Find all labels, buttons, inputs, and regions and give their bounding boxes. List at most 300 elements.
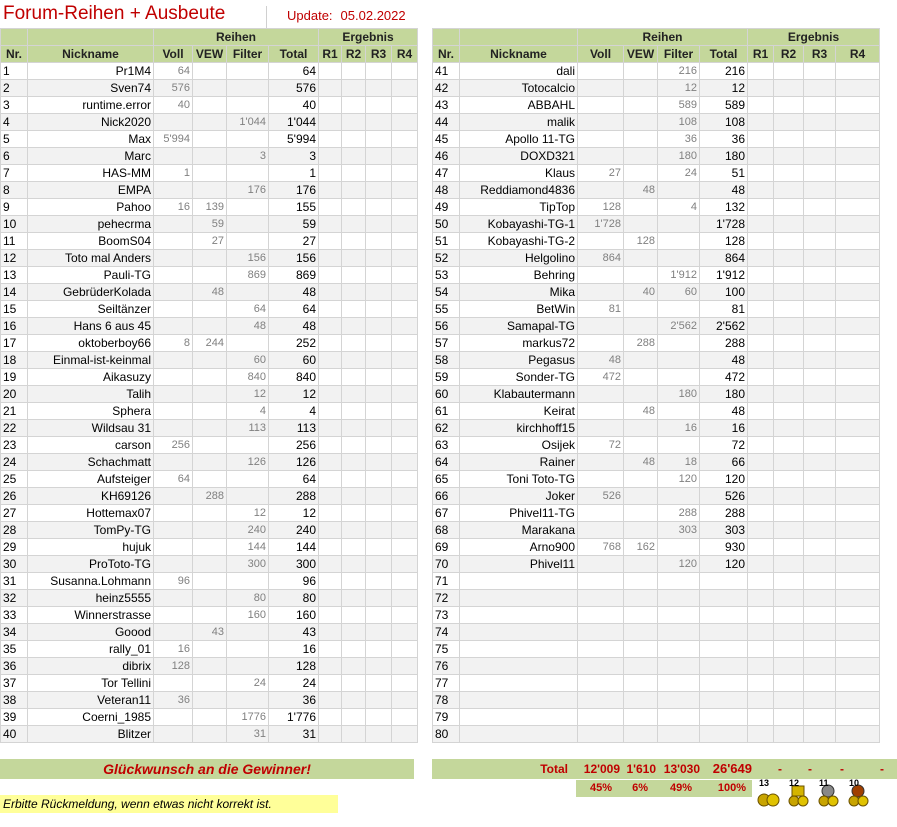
vew-cell: [624, 386, 658, 403]
voll-cell: [154, 505, 193, 522]
r4-cell: [392, 488, 418, 505]
r2-cell: [774, 250, 804, 267]
group-header-reihen: Reihen: [154, 29, 319, 46]
total-cell: 120: [700, 471, 748, 488]
r3-cell: [366, 624, 392, 641]
total-cell: [700, 726, 748, 743]
r3-cell: [366, 80, 392, 97]
nickname-cell: Marc: [28, 148, 154, 165]
r4-cell: [836, 182, 880, 199]
r2-cell: [774, 284, 804, 301]
r4-cell: [836, 267, 880, 284]
r1-cell: [748, 284, 774, 301]
r1-cell: [319, 573, 342, 590]
r4-cell: [392, 454, 418, 471]
voll-cell: [578, 692, 624, 709]
r1-cell: [748, 199, 774, 216]
vew-cell: 48: [624, 182, 658, 199]
row-number: 29: [1, 539, 28, 556]
r1-cell: [319, 709, 342, 726]
table-row: [1, 420, 418, 437]
header-divider: [266, 6, 267, 28]
voll-cell: [578, 573, 624, 590]
r2-cell: [774, 233, 804, 250]
row-number: 32: [1, 590, 28, 607]
r3-cell: [366, 369, 392, 386]
table-row: [433, 369, 880, 386]
nickname-cell: Helgolino: [460, 250, 578, 267]
table-row: [1, 692, 418, 709]
total-cell: 144: [269, 539, 319, 556]
row-number: 64: [433, 454, 460, 471]
nickname-cell: Veteran11: [28, 692, 154, 709]
row-number: 31: [1, 573, 28, 590]
r2-cell: [342, 63, 366, 80]
row-number: 33: [1, 607, 28, 624]
r3-cell: [366, 250, 392, 267]
row-number: 4: [1, 114, 28, 131]
r3-cell: [804, 573, 836, 590]
voll-cell: 64: [154, 63, 193, 80]
col-header-r3: R3: [366, 46, 392, 63]
r1-cell: [748, 641, 774, 658]
col-header-r3-right: R3: [804, 46, 836, 63]
table-row: [1, 284, 418, 301]
total-r1: -: [778, 762, 782, 776]
voll-cell: 5'994: [154, 131, 193, 148]
r3-cell: [366, 471, 392, 488]
nickname-cell: [460, 641, 578, 658]
r4-cell: [392, 267, 418, 284]
vew-cell: [624, 522, 658, 539]
r2-cell: [774, 505, 804, 522]
r3-cell: [366, 63, 392, 80]
row-number: 57: [433, 335, 460, 352]
r4-cell: [392, 165, 418, 182]
nickname-cell: Aikasuzy: [28, 369, 154, 386]
table-row: [433, 624, 880, 641]
r4-cell: [836, 352, 880, 369]
r2-cell: [774, 573, 804, 590]
r1-cell: [748, 148, 774, 165]
vew-cell: [193, 386, 227, 403]
vew-cell: [624, 471, 658, 488]
vew-cell: [193, 641, 227, 658]
filter-cell: 216: [658, 63, 700, 80]
filter-cell: [658, 437, 700, 454]
voll-cell: 40: [154, 97, 193, 114]
r1-cell: [319, 250, 342, 267]
col-header-vew-right: VEW: [624, 46, 658, 63]
vew-cell: [624, 250, 658, 267]
filter-cell: 113: [227, 420, 269, 437]
filter-cell: [227, 131, 269, 148]
total-label: Total: [540, 762, 568, 776]
r3-cell: [804, 607, 836, 624]
r1-cell: [748, 471, 774, 488]
r1-cell: [748, 335, 774, 352]
filter-cell: 288: [658, 505, 700, 522]
total-cell: 80: [269, 590, 319, 607]
filter-cell: [658, 624, 700, 641]
row-number: 70: [433, 556, 460, 573]
r4-cell: [836, 675, 880, 692]
total-cell: 126: [269, 454, 319, 471]
r2-cell: [774, 539, 804, 556]
r1-cell: [748, 709, 774, 726]
row-number: 56: [433, 318, 460, 335]
total-cell: 51: [700, 165, 748, 182]
r3-cell: [804, 505, 836, 522]
filter-cell: 60: [227, 352, 269, 369]
table-row: [433, 573, 880, 590]
table-row: [1, 148, 418, 165]
r3-cell: [804, 590, 836, 607]
filter-cell: 180: [658, 386, 700, 403]
voll-cell: [578, 420, 624, 437]
row-number: 6: [1, 148, 28, 165]
table-row: [433, 403, 880, 420]
r4-cell: [392, 505, 418, 522]
r4-cell: [836, 471, 880, 488]
r2-cell: [342, 709, 366, 726]
filter-cell: 12: [227, 386, 269, 403]
table-row: [1, 318, 418, 335]
r1-cell: [319, 556, 342, 573]
r1-cell: [319, 675, 342, 692]
r3-cell: [804, 250, 836, 267]
voll-cell: 72: [578, 437, 624, 454]
r4-cell: [392, 335, 418, 352]
table-row: [1, 335, 418, 352]
nickname-cell: Wildsau 31: [28, 420, 154, 437]
r3-cell: [366, 165, 392, 182]
medal-row: [755, 778, 871, 808]
row-number: 54: [433, 284, 460, 301]
voll-cell: [154, 675, 193, 692]
filter-cell: 16: [658, 420, 700, 437]
total-cell: 81: [700, 301, 748, 318]
vew-cell: [193, 658, 227, 675]
r3-cell: [366, 556, 392, 573]
r2-cell: [342, 80, 366, 97]
total-r2: -: [808, 762, 812, 776]
r2-cell: [774, 114, 804, 131]
r3-cell: [366, 284, 392, 301]
r4-cell: [836, 522, 880, 539]
r2-cell: [774, 556, 804, 573]
r1-cell: [319, 624, 342, 641]
vew-cell: [624, 556, 658, 573]
r3-cell: [804, 97, 836, 114]
filter-cell: 80: [227, 590, 269, 607]
r2-cell: [774, 386, 804, 403]
r3-cell: [804, 369, 836, 386]
nickname-cell: Sven74: [28, 80, 154, 97]
r3-cell: [366, 403, 392, 420]
r2-cell: [342, 488, 366, 505]
total-cell: [700, 607, 748, 624]
voll-cell: [154, 522, 193, 539]
r4-cell: [392, 403, 418, 420]
voll-cell: [578, 556, 624, 573]
r1-cell: [748, 63, 774, 80]
row-number: 5: [1, 131, 28, 148]
total-cell: [700, 675, 748, 692]
r2-cell: [774, 641, 804, 658]
table-row: [1, 131, 418, 148]
row-number: 61: [433, 403, 460, 420]
r1-cell: [319, 63, 342, 80]
r2-cell: [774, 318, 804, 335]
r3-cell: [804, 641, 836, 658]
r2-cell: [342, 675, 366, 692]
r4-cell: [392, 692, 418, 709]
trophy-10-icon: [845, 778, 871, 808]
voll-cell: [154, 488, 193, 505]
filter-cell: [658, 335, 700, 352]
filter-cell: 24: [227, 675, 269, 692]
vew-cell: [193, 114, 227, 131]
voll-cell: [154, 369, 193, 386]
filter-cell: [227, 488, 269, 505]
row-number: 15: [1, 301, 28, 318]
row-number: 3: [1, 97, 28, 114]
r3-cell: [804, 318, 836, 335]
vew-cell: 40: [624, 284, 658, 301]
filter-cell: [658, 216, 700, 233]
r1-cell: [748, 267, 774, 284]
r1-cell: [748, 165, 774, 182]
vew-cell: [624, 437, 658, 454]
vew-cell: [193, 165, 227, 182]
r4-cell: [392, 233, 418, 250]
r1-cell: [319, 267, 342, 284]
row-number: 35: [1, 641, 28, 658]
r1-cell: [748, 182, 774, 199]
r2-cell: [774, 369, 804, 386]
r2-cell: [774, 182, 804, 199]
voll-cell: 768: [578, 539, 624, 556]
vew-cell: [193, 148, 227, 165]
filter-cell: 160: [227, 607, 269, 624]
filter-cell: 240: [227, 522, 269, 539]
r2-cell: [342, 641, 366, 658]
row-number: 55: [433, 301, 460, 318]
r3-cell: [366, 233, 392, 250]
r4-cell: [392, 522, 418, 539]
table-row: [433, 318, 880, 335]
table-row: [433, 335, 880, 352]
filter-cell: [227, 233, 269, 250]
total-cell: [700, 641, 748, 658]
voll-cell: [578, 607, 624, 624]
nickname-cell: hujuk: [28, 539, 154, 556]
vew-cell: 48: [193, 284, 227, 301]
voll-cell: [578, 233, 624, 250]
trophy-12-icon: [785, 778, 811, 808]
r1-cell: [319, 114, 342, 131]
row-number: 11: [1, 233, 28, 250]
r4-cell: [836, 641, 880, 658]
filter-cell: 3: [227, 148, 269, 165]
total-cell: 1'728: [700, 216, 748, 233]
row-number: 47: [433, 165, 460, 182]
r2-cell: [342, 658, 366, 675]
r3-cell: [366, 539, 392, 556]
vew-cell: 128: [624, 233, 658, 250]
filter-cell: [658, 658, 700, 675]
voll-cell: 472: [578, 369, 624, 386]
row-number: 14: [1, 284, 28, 301]
r2-cell: [342, 539, 366, 556]
trophy-10-label: 10: [849, 778, 860, 788]
vew-cell: [193, 420, 227, 437]
nickname-cell: dali: [460, 63, 578, 80]
r2-cell: [342, 284, 366, 301]
row-number: 75: [433, 641, 460, 658]
row-number: 73: [433, 607, 460, 624]
r1-cell: [748, 97, 774, 114]
vew-cell: 59: [193, 216, 227, 233]
filter-cell: [658, 675, 700, 692]
r4-cell: [836, 505, 880, 522]
r4-cell: [836, 199, 880, 216]
voll-cell: [578, 726, 624, 743]
r1-cell: [748, 250, 774, 267]
filter-cell: 31: [227, 726, 269, 743]
r3-cell: [804, 63, 836, 80]
nickname-cell: Coerni_1985: [28, 709, 154, 726]
total-cell: 36: [700, 131, 748, 148]
row-number: 72: [433, 590, 460, 607]
r4-cell: [836, 658, 880, 675]
total-r4: -: [880, 762, 884, 776]
r2-cell: [774, 148, 804, 165]
table-row: [1, 301, 418, 318]
total-cell: 31: [269, 726, 319, 743]
voll-cell: [154, 182, 193, 199]
filter-cell: [658, 709, 700, 726]
nickname-cell: DOXD321: [460, 148, 578, 165]
r1-cell: [319, 641, 342, 658]
voll-cell: [154, 607, 193, 624]
r3-cell: [804, 165, 836, 182]
nickname-cell: BetWin: [460, 301, 578, 318]
voll-cell: [154, 301, 193, 318]
nickname-cell: Phivel11-TG: [460, 505, 578, 522]
r3-cell: [804, 624, 836, 641]
r1-cell: [319, 284, 342, 301]
filter-cell: [227, 471, 269, 488]
total-cell: 40: [269, 97, 319, 114]
r2-cell: [774, 675, 804, 692]
filter-cell: [227, 692, 269, 709]
voll-cell: [578, 386, 624, 403]
nickname-cell: Apollo 11-TG: [460, 131, 578, 148]
r4-cell: [836, 692, 880, 709]
vew-cell: [624, 709, 658, 726]
total-cell: 12: [269, 386, 319, 403]
filter-cell: [658, 233, 700, 250]
r2-cell: [774, 403, 804, 420]
r3-cell: [366, 318, 392, 335]
r2-cell: [342, 437, 366, 454]
nickname-cell: rally_01: [28, 641, 154, 658]
filter-cell: 303: [658, 522, 700, 539]
table-row: [1, 403, 418, 420]
r3-cell: [804, 386, 836, 403]
voll-cell: [154, 454, 193, 471]
r1-cell: [748, 590, 774, 607]
total-cell: 176: [269, 182, 319, 199]
voll-cell: [578, 80, 624, 97]
vew-cell: [624, 318, 658, 335]
nickname-cell: Rainer: [460, 454, 578, 471]
total-cell: 132: [700, 199, 748, 216]
r3-cell: [366, 454, 392, 471]
r4-cell: [836, 301, 880, 318]
vew-cell: [193, 709, 227, 726]
r3-cell: [804, 182, 836, 199]
table-row: [1, 63, 418, 80]
table-row: [433, 590, 880, 607]
voll-cell: [154, 420, 193, 437]
nickname-cell: Osijek: [460, 437, 578, 454]
vew-cell: [624, 97, 658, 114]
r4-cell: [836, 284, 880, 301]
total-cell: 180: [700, 148, 748, 165]
nickname-cell: EMPA: [28, 182, 154, 199]
r4-cell: [392, 675, 418, 692]
nickname-cell: [460, 573, 578, 590]
filter-cell: 589: [658, 97, 700, 114]
filter-cell: [658, 539, 700, 556]
row-number: 36: [1, 658, 28, 675]
row-number: 20: [1, 386, 28, 403]
r4-cell: [836, 131, 880, 148]
filter-cell: [227, 624, 269, 641]
col-header-r2-right: R2: [774, 46, 804, 63]
vew-cell: 162: [624, 539, 658, 556]
table-row: [433, 63, 880, 80]
vew-cell: [193, 403, 227, 420]
r1-cell: [319, 488, 342, 505]
nickname-cell: malik: [460, 114, 578, 131]
r3-cell: [804, 556, 836, 573]
nickname-cell: GebrüderKolada: [28, 284, 154, 301]
nickname-cell: Joker: [460, 488, 578, 505]
r4-cell: [392, 80, 418, 97]
total-cell: 300: [269, 556, 319, 573]
r4-cell: [836, 386, 880, 403]
total-cell: 4: [269, 403, 319, 420]
r1-cell: [748, 131, 774, 148]
voll-cell: 36: [154, 692, 193, 709]
row-number: 13: [1, 267, 28, 284]
trophy-11-label: 11: [819, 778, 829, 788]
nickname-cell: Klabautermann: [460, 386, 578, 403]
r1-cell: [319, 352, 342, 369]
r2-cell: [774, 437, 804, 454]
vew-cell: [193, 80, 227, 97]
page-title: Forum-Reihen + Ausbeute: [3, 3, 226, 24]
r1-cell: [748, 216, 774, 233]
r1-cell: [319, 199, 342, 216]
r2-cell: [342, 624, 366, 641]
r2-cell: [342, 590, 366, 607]
col-header-filter-right: Filter: [658, 46, 700, 63]
